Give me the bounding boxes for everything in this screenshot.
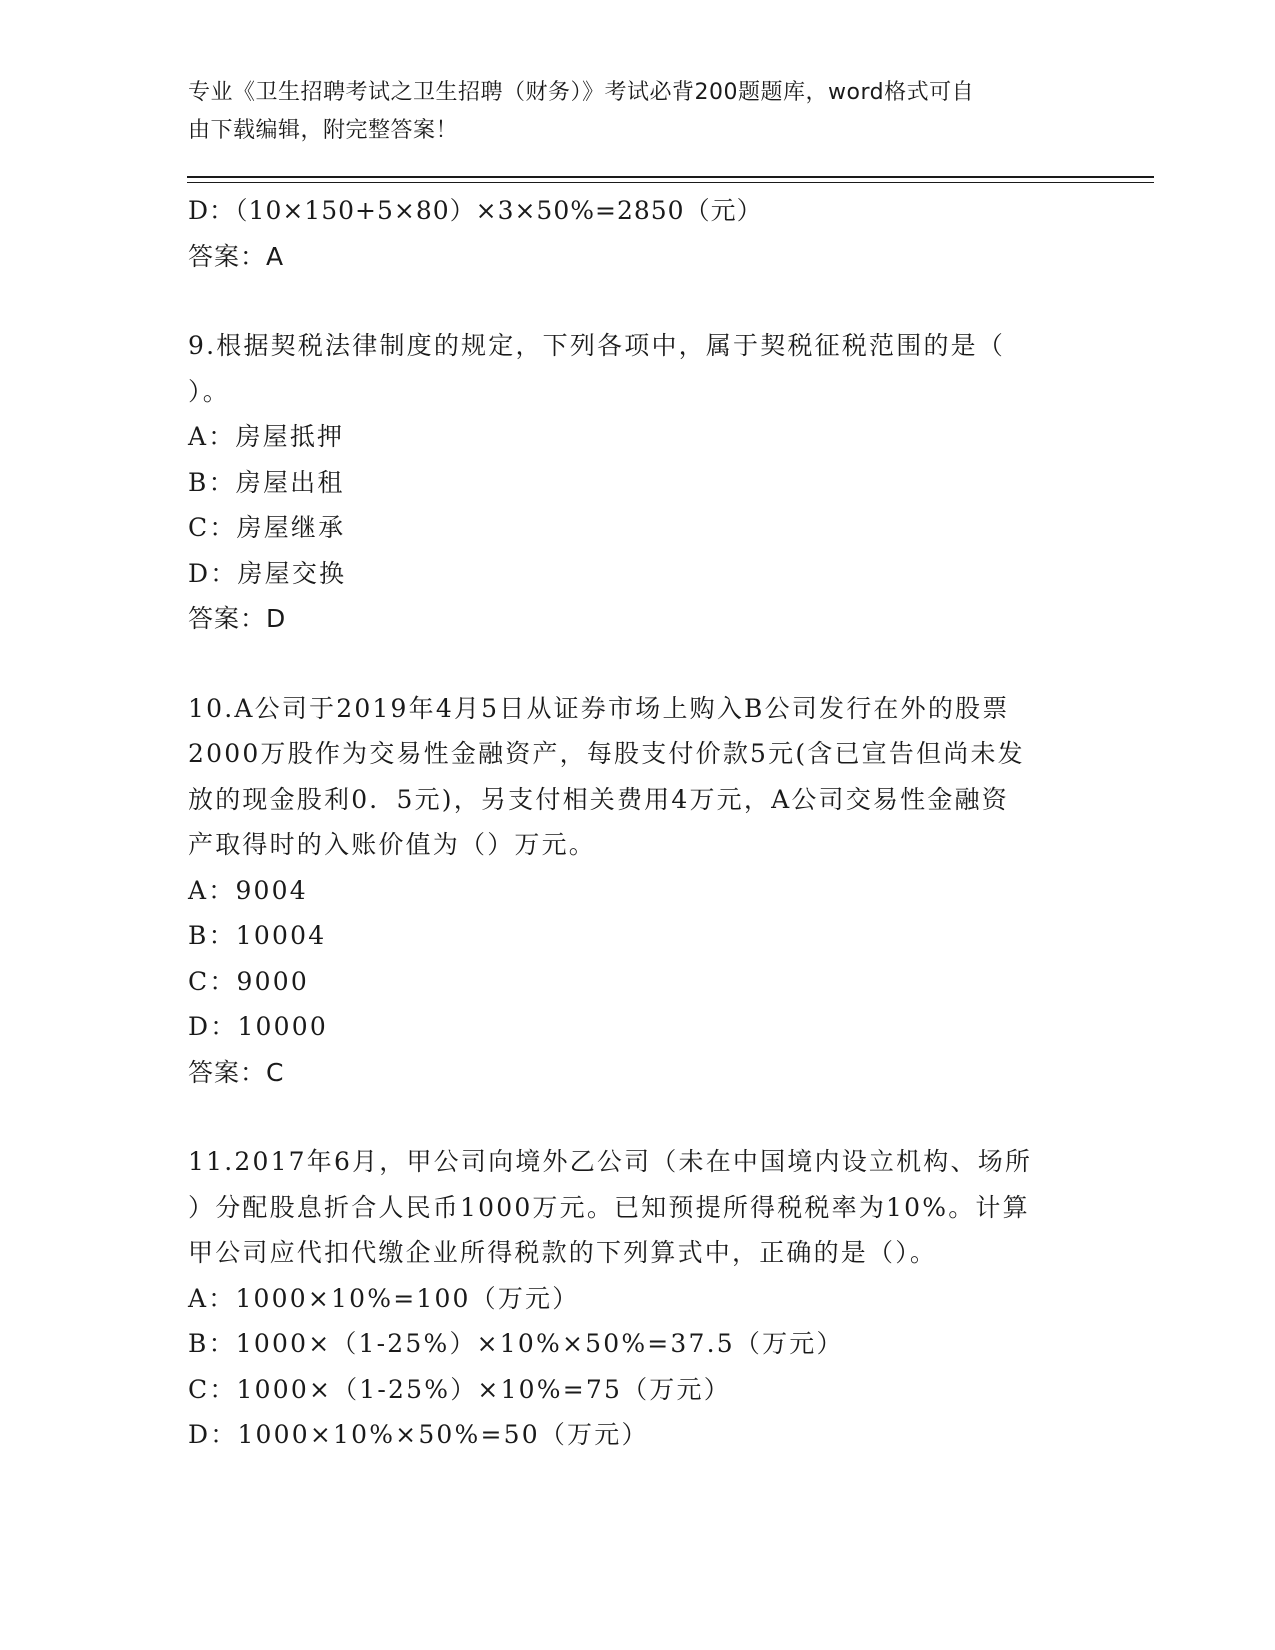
option-d: D：房屋交换 bbox=[188, 558, 347, 588]
option-d: D：1000×10%×50%=50（万元） bbox=[188, 1420, 649, 1449]
question-10 bbox=[188, 686, 1088, 1096]
header-line-1: 专业《卫生招聘考试之卫生招聘（财务）》考试必背200题题库，word格式可自 bbox=[188, 80, 975, 105]
question-9 bbox=[188, 323, 1088, 642]
document-header bbox=[188, 74, 1068, 150]
question-stem-line: ）分配股息折合人民币1000万元。已知预提所得税税率为10%。计算 bbox=[188, 1192, 1030, 1222]
question-stem-line: 11.2017年6月，甲公司向境外乙公司（未在中国境内设立机构、场所 bbox=[188, 1147, 1033, 1176]
option-c: C：9000 bbox=[188, 966, 309, 996]
question-stem-line: 10.A公司于2019年4月5日从证券市场上购入B公司发行在外的股票 bbox=[188, 693, 1010, 723]
answer: 答案：D bbox=[188, 604, 287, 633]
question-stem-line: 甲公司应代扣代缴企业所得税款的下列算式中，正确的是（）。 bbox=[188, 1238, 938, 1267]
spacer bbox=[188, 279, 1088, 323]
option-d: D：10000 bbox=[188, 1012, 328, 1041]
option-c: C：房屋继承 bbox=[188, 513, 346, 542]
question-stem-line: 产取得时的入账价值为（）万元。 bbox=[188, 830, 597, 859]
previous-question-tail bbox=[188, 188, 1088, 279]
question-stem-line: ）。 bbox=[188, 376, 230, 406]
answer: 答案：A bbox=[188, 241, 285, 271]
option-c: C：1000×（1-25%）×10%=75（万元） bbox=[188, 1374, 731, 1404]
spacer bbox=[188, 1095, 1088, 1139]
question-stem-line: 9.根据契税法律制度的规定，下列各项中，属于契税征税范围的是（ bbox=[188, 331, 1006, 360]
option-a: A：房屋抵押 bbox=[188, 422, 345, 451]
header-rule-thick bbox=[187, 176, 1154, 178]
option-b: B：1000×（1-25%）×10%×50%=37.5（万元） bbox=[188, 1329, 844, 1358]
option-a: A：9004 bbox=[188, 875, 308, 905]
answer: 答案：C bbox=[188, 1057, 285, 1087]
option-d: D：（10×150+5×80）×3×50%=2850（元） bbox=[188, 196, 763, 225]
question-stem-line: 放的现金股利0．5元)，另支付相关费用4万元，A公司交易性金融资 bbox=[188, 784, 1009, 814]
header-rule-thin bbox=[187, 182, 1154, 183]
option-a: A：1000×10%=100（万元） bbox=[188, 1283, 580, 1313]
header-line-2: 由下载编辑，附完整答案！ bbox=[188, 118, 459, 143]
question-stem-line: 2000万股作为交易性金融资产，每股支付价款5元(含已宣告但尚未发 bbox=[188, 739, 1025, 768]
document-body bbox=[188, 188, 1088, 1458]
option-b: B：房屋出租 bbox=[188, 467, 345, 497]
spacer bbox=[188, 642, 1088, 686]
question-11 bbox=[188, 1139, 1088, 1458]
option-b: B：10004 bbox=[188, 921, 327, 950]
